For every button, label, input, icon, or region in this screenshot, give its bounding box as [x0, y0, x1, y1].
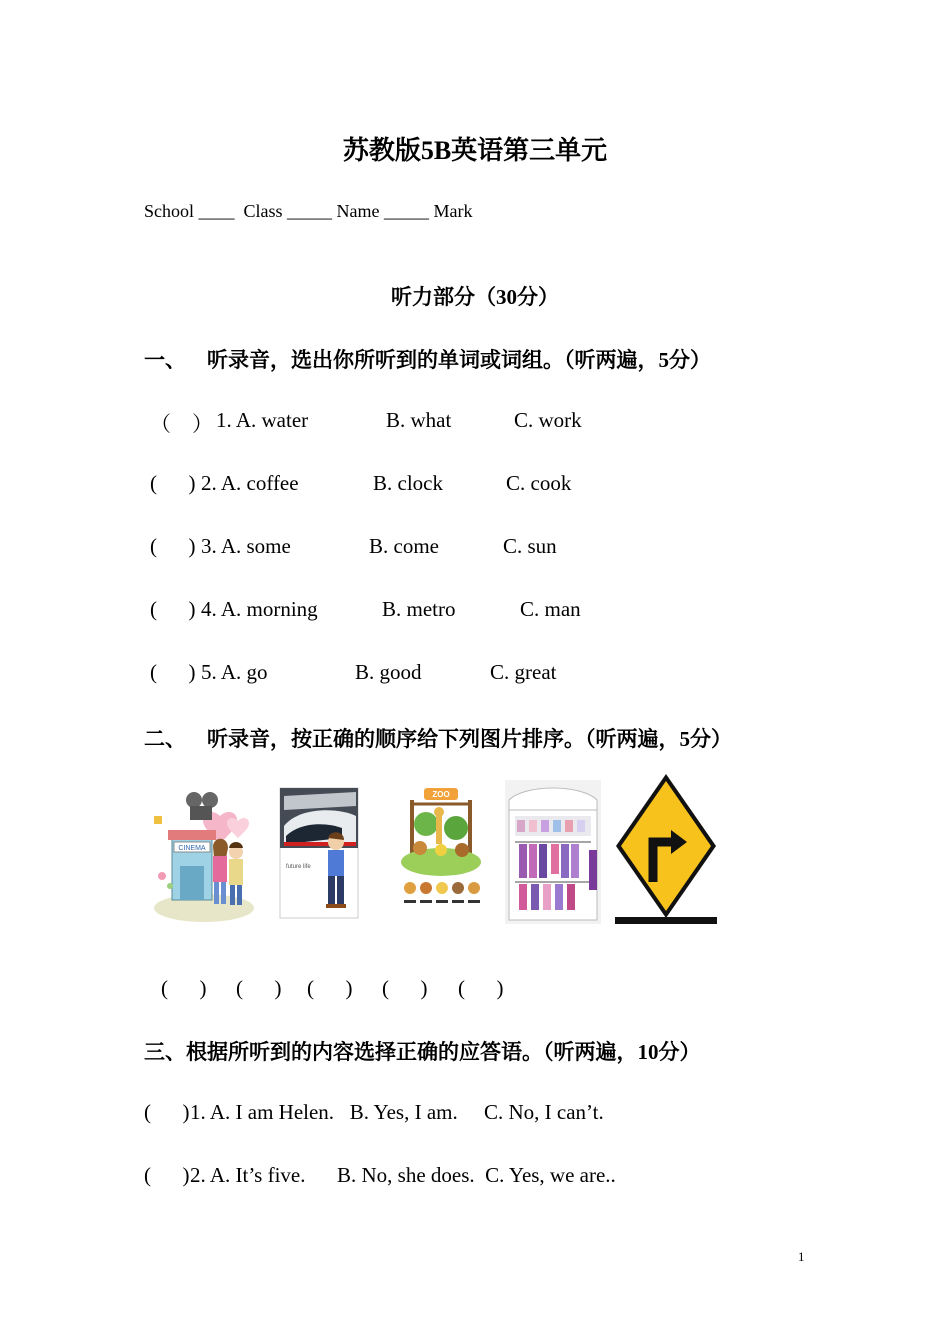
- answer-paren: （ ）: [150, 412, 213, 436]
- answer-paren: ( ): [150, 534, 196, 558]
- student-info-line: School ____ Class _____ Name _____ Mark: [144, 201, 473, 221]
- turn-right-sign: [615, 772, 717, 924]
- option-c: C. man: [520, 597, 581, 621]
- cinema-picture: [150, 786, 262, 926]
- answer-paren: ( ): [382, 976, 428, 1000]
- question-text: 2. A. It’s five. B. No, she does. C. Yes, we are..: [190, 1163, 616, 1187]
- answer-paren: ( ): [458, 976, 504, 1000]
- option-a: 2. A. coffee: [201, 471, 299, 495]
- option-c: C. cook: [506, 471, 572, 495]
- answer-paren: ( ): [307, 976, 353, 1000]
- answer-paren: ( ): [144, 1100, 190, 1124]
- option-b: B. what: [386, 408, 452, 432]
- option-a: 1. A. water: [216, 408, 309, 432]
- option-c: C. great: [490, 660, 557, 684]
- answer-paren: ( ): [150, 597, 196, 621]
- option-c: C. sun: [503, 534, 557, 558]
- option-a: 5. A. go: [201, 660, 268, 684]
- answer-paren: ( ): [144, 1163, 190, 1187]
- answer-paren: ( ): [150, 660, 196, 684]
- option-a: 3. A. some: [201, 534, 291, 558]
- train-picture: [270, 786, 360, 920]
- zoo-sign-text: ZOO: [432, 790, 450, 799]
- answer-paren: ( ): [150, 471, 196, 495]
- answer-paren: ( ): [161, 976, 207, 1000]
- page-title: 苏教版5B英语第三单元: [342, 136, 608, 165]
- option-a: 4. A. morning: [201, 597, 318, 621]
- listening-section-header: 听力部分（30分）: [391, 285, 559, 309]
- section-3-heading: 三、根据所听到的内容选择正确的应答语。（听两遍，10分）: [144, 1040, 701, 1064]
- option-b: B. good: [355, 660, 422, 684]
- train-caption-text: future life: [286, 864, 311, 870]
- option-b: B. come: [369, 534, 439, 558]
- cinema-sign-text: CINEMA: [178, 845, 206, 852]
- answer-paren: ( ): [236, 976, 282, 1000]
- page-number: 1: [798, 1249, 805, 1264]
- option-c: C. work: [514, 408, 582, 432]
- section-1-heading: 一、 听录音，选出你所听到的单词或词组。（听两遍，5分）: [144, 348, 711, 372]
- clothes-shop-picture: [505, 780, 601, 924]
- zoo-picture: [396, 784, 486, 922]
- section-2-heading: 二、 听录音，按正确的顺序给下列图片排序。（听两遍，5分）: [144, 727, 732, 751]
- option-b: B. metro: [382, 597, 456, 621]
- option-b: B. clock: [373, 471, 443, 495]
- question-text: 1. A. I am Helen. B. Yes, I am. C. No, I can’t.: [190, 1100, 604, 1124]
